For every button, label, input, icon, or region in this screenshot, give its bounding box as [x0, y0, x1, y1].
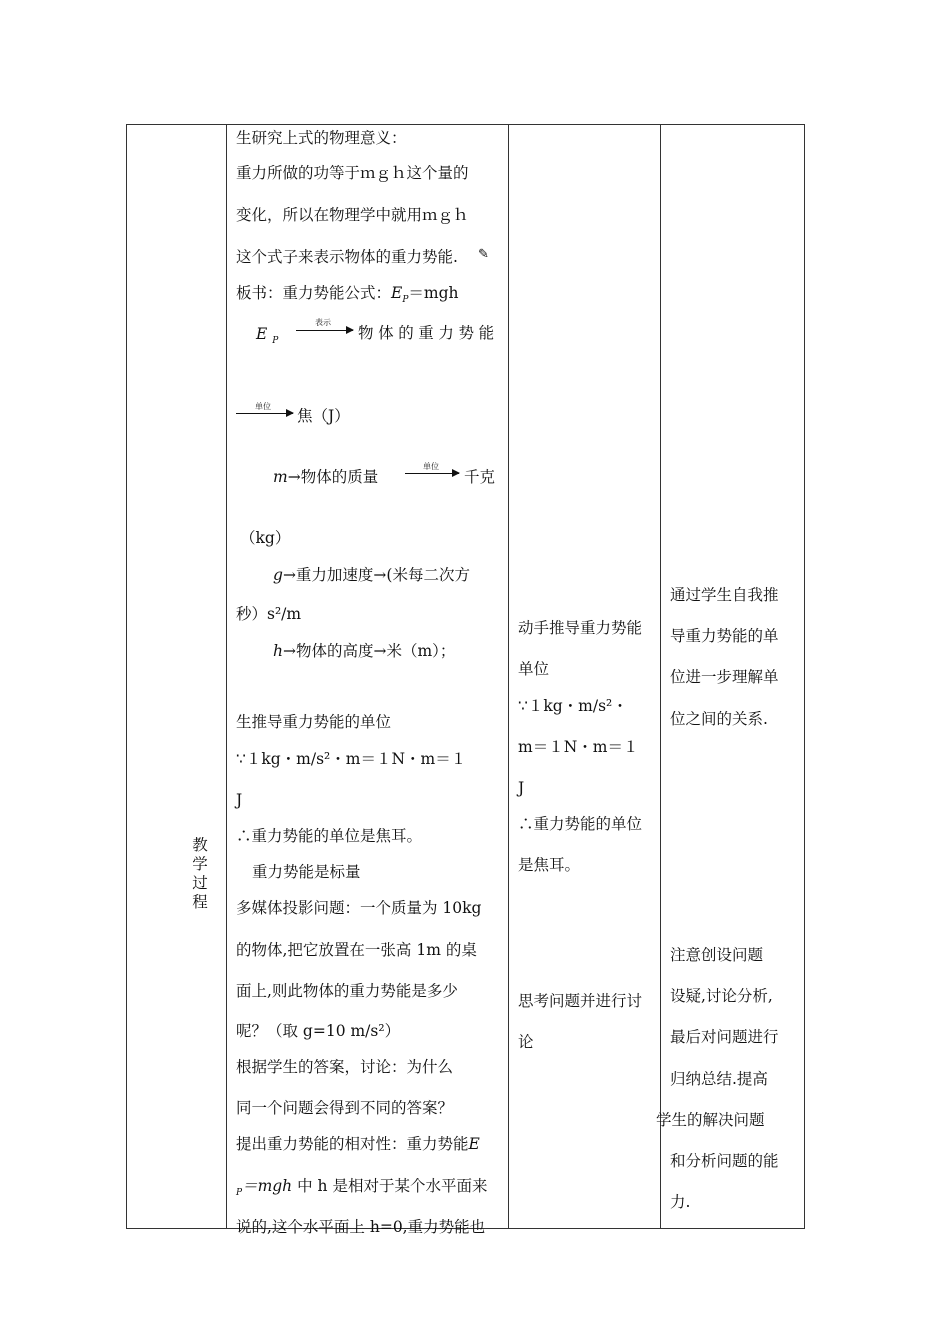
table-border-left — [126, 124, 127, 1228]
text-line: 单位 — [518, 660, 550, 678]
text-line: ∴重力势能的单位 — [518, 815, 643, 833]
text-line: 说的,这个水平面上 h=0,重力势能也 — [236, 1218, 486, 1236]
text-line: ∴重力势能的单位是焦耳。 — [236, 827, 423, 845]
text-line: （kg） — [240, 529, 291, 547]
table-divider-3 — [660, 124, 661, 1228]
text-line: J — [236, 791, 243, 809]
text-line: m→物体的质量 — [273, 468, 379, 486]
table-divider-2 — [508, 124, 509, 1228]
text-line: 归纳总结.提高 — [670, 1070, 768, 1088]
text-line: 面上,则此物体的重力势能是多少 — [236, 982, 458, 1000]
symbol-ep: E $_P$ — [256, 325, 279, 347]
text-line: 生研究上式的物理意义： — [236, 129, 407, 147]
text-line: m＝１N・m＝１ — [518, 738, 639, 756]
pencil-icon: ✎ — [478, 247, 489, 262]
text-line: $_P$＝mgh 中 h 是相对于某个水平面来 — [236, 1177, 488, 1199]
section-label: 教学过程 — [192, 836, 208, 911]
text-line: ∵１kg・m/s²・m＝１N・m＝１ — [236, 750, 467, 768]
text-line: 力. — [670, 1193, 691, 1211]
text-line: 通过学生自我推 — [670, 586, 779, 604]
text-line: 注意创设问题 — [670, 946, 764, 964]
text-line: g→重力加速度→(米每二次方 — [273, 566, 470, 584]
text-line: 这个式子来表示物体的重力势能. — [236, 248, 458, 266]
text-line: 变化，所以在物理学中就用ｍｇｈ — [236, 206, 469, 224]
text-line: 重力所做的功等于ｍｇｈ这个量的 — [236, 164, 469, 182]
text-line: 千克 — [464, 468, 496, 486]
text-line: 最后对问题进行 — [670, 1028, 779, 1046]
table-border-top — [126, 124, 805, 125]
text-line: 同一个问题会得到不同的答案？ — [236, 1099, 454, 1117]
text-line: 论 — [518, 1033, 534, 1051]
arrow-label: 表示 — [315, 318, 331, 327]
text-line: 根据学生的答案，讨论：为什么 — [236, 1058, 454, 1076]
text-line: 的物体,把它放置在一张高 1m 的桌 — [236, 941, 477, 959]
text-line: 重力势能是标量 — [252, 863, 361, 881]
text-line: 多媒体投影问题：一个质量为 10kg — [236, 899, 482, 917]
text-line: 设疑,讨论分析, — [670, 987, 773, 1005]
text-line: 学生的解决问题 — [656, 1111, 765, 1129]
text-line: h→物体的高度→米（m）； — [273, 642, 456, 660]
text-line: 呢？（取 g=10 m/s²） — [236, 1022, 401, 1040]
arrow-unit — [236, 413, 293, 414]
text-line: ∵１kg・m/s²・ — [518, 697, 628, 715]
text-line: 位进一步理解单 — [670, 668, 779, 686]
arrow-unit — [405, 473, 459, 474]
text-line: J — [518, 779, 525, 797]
text-line: 思考问题并进行讨 — [518, 992, 643, 1010]
text-line: 生推导重力势能的单位 — [236, 713, 392, 731]
text-line: 提出重力势能的相对性：重力势能E — [236, 1135, 480, 1153]
text-line: 位之间的关系. — [670, 710, 768, 728]
arrow-label: 单位 — [255, 402, 271, 411]
text-line: 板书：重力势能公式：$E_P=mgh$ — [236, 284, 459, 306]
text-line: 焦（J） — [297, 407, 350, 425]
text-line: 物体的重力势能 — [358, 324, 499, 342]
arrow-express — [296, 330, 353, 331]
table-border-right — [804, 124, 805, 1228]
text-line: 秒）s²/m — [236, 605, 302, 623]
text-line: 是焦耳。 — [518, 856, 581, 874]
arrow-label: 单位 — [423, 462, 439, 471]
table-divider-1 — [226, 124, 227, 1228]
text-line: 导重力势能的单 — [670, 627, 779, 645]
text-line: 和分析问题的能 — [670, 1152, 779, 1170]
text-line: 动手推导重力势能 — [518, 619, 643, 637]
